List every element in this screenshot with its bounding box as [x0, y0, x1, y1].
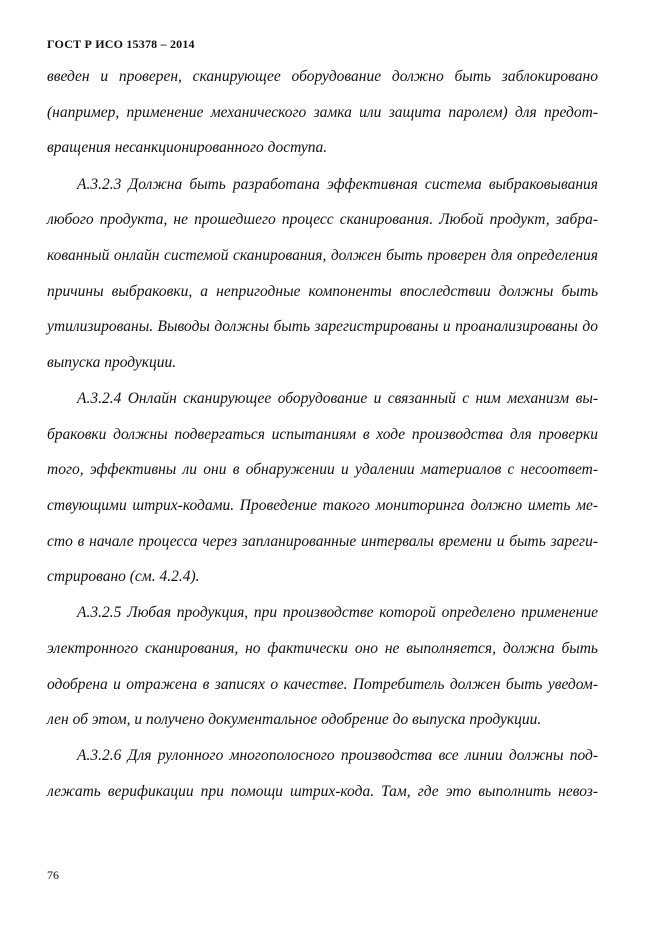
text-line: выпуска продукции. [47, 354, 177, 371]
text-line: любого продукта, не прошедшего процесс сканирования. Любой продукт, забра- [47, 211, 598, 228]
text-line: ствующими штрих-кодами. Проведение такого мониторинга должно иметь ме- [47, 497, 598, 514]
text-line: лен об этом, и получено документальное одобрение до выпуска продукции. [47, 711, 542, 728]
text-line: браковки должны подвергаться испытаниям в ходе производства для проверки [47, 426, 598, 443]
paragraph-start-a324: А.3.2.4 Онлайн сканирующее оборудование и связанный с ним механизм вы- [77, 390, 598, 407]
text-line: электронного сканирования, но фактически оно не выполняется, должна быть [47, 640, 598, 657]
text-line: сто в начале процесса через запланированные интервалы времени и быть зареги- [47, 533, 598, 550]
text-line: утилизированы. Выводы должны быть зарегистрированы и проанализированы до [47, 318, 598, 335]
text-line: кованный онлайн системой сканирования, должен быть проверен для определения [47, 247, 598, 264]
text-line: лежать верификации при помощи штрих-кода. Там, где это выполнить невоз- [47, 783, 598, 800]
text-line: (например, применение механического замка или защита паролем) для предот- [47, 104, 598, 121]
text-line: введен и проверен, сканирующее оборудование должно быть заблокировано [47, 68, 598, 85]
paragraph-start-a323: А.3.2.3 Должна быть разработана эффективная система выбраковывания [77, 176, 598, 193]
text-line: стрировано (см. 4.2.4). [47, 568, 200, 585]
text-line: причины выбраковки, а непригодные компоненты впоследствии должны быть [47, 283, 598, 300]
text-line: вращения несанкционированного доступа. [47, 139, 328, 156]
text-line: одобрена и отражена в записях о качестве. Потребитель должен быть уведом- [47, 676, 598, 693]
text-line: того, эффективны ли они в обнаружении и удалении материалов с несоответ- [47, 461, 598, 478]
paragraph-start-a326: А.3.2.6 Для рулонного многополосного производства все линии должны под- [77, 747, 598, 764]
page-number: 76 [47, 868, 59, 882]
paragraph-start-a325: А.3.2.5 Любая продукция, при производстве которой определено применение [77, 604, 598, 621]
document-header: ГОСТ Р ИСО 15378 – 2014 [47, 37, 195, 51]
